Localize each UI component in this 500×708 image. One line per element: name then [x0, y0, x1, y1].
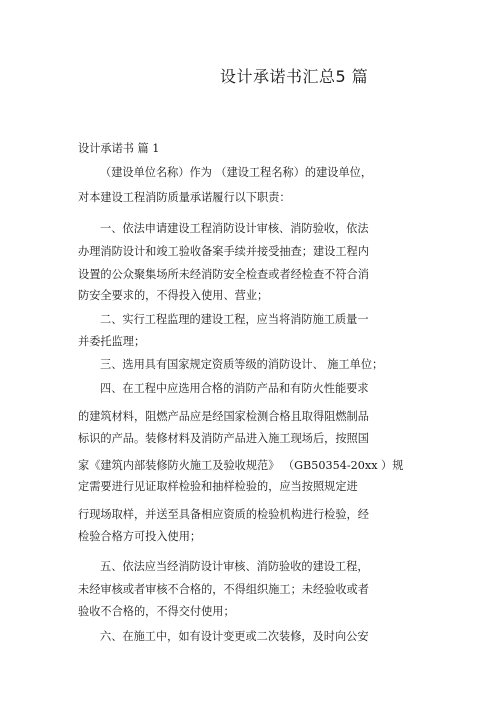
- paragraph-line: 并委托监理；: [78, 335, 146, 348]
- page-title: [0, 64, 500, 87]
- paragraph-line: 的建筑材料，阻燃产品应是经国家检测合格且取得阻燃制品: [78, 410, 369, 423]
- paragraph-line: 三、选用具有国家规定资质等级的消防设计、 施工单位；: [100, 358, 384, 371]
- paragraph-line: 检验合格方可投入使用；: [78, 530, 202, 543]
- paragraph-line: 防安全要求的，不得投入使用、营业；: [78, 289, 269, 302]
- paragraph-line: 家《建筑内部装修防火施工及验收规范》 （GB50354-20xx ）规: [78, 459, 404, 472]
- paragraph-line: 行现场取样，并送至具备相应资质的检验机构进行检验，经: [78, 508, 369, 521]
- paragraph-line: 一、依法申请建设工程消防设计审核、消防验收，依法: [100, 222, 369, 235]
- paragraph-line: 五、依法应当经消防设计审核、消防验收的建设工程，: [100, 560, 369, 573]
- paragraph-line: 标识的产品。装修材料及消防产品进入施工现场后，按照国: [78, 432, 369, 445]
- paragraph-line: 四、在工程中应选用合格的消防产品和有防火性能要求: [100, 382, 369, 395]
- paragraph-line: （建设单位名称）作为 （建设工程名称）的建设单位，: [100, 166, 373, 179]
- page-title-text: 设计承诺书汇总5 篇: [220, 67, 369, 86]
- paragraph-line: 验收不合格的，不得交付使用；: [78, 605, 235, 618]
- paragraph-line: 未经审核或者审核不合格的，不得组织施工；未经验收或者: [78, 583, 369, 596]
- paragraph-line: 设置的公众聚集场所未经消防安全检查或者经检查不符合消: [78, 268, 369, 281]
- section-heading: 设计承诺书 篇 1: [78, 142, 160, 155]
- paragraph-line: 办理消防设计和竣工验收备案手续并接受抽查；建设工程内: [78, 245, 369, 258]
- paragraph-line: 对本建设工程消防质量承诺履行以下职责：: [78, 191, 291, 204]
- paragraph-line: 定需要进行见证取样检验和抽样检验的，应当按照规定进: [78, 480, 358, 493]
- paragraph-line: 二、实行工程监理的建设工程，应当将消防施工质量一: [100, 313, 369, 326]
- paragraph-line: 六、在施工中，如有设计变更或二次装修，及时向公安: [100, 630, 369, 643]
